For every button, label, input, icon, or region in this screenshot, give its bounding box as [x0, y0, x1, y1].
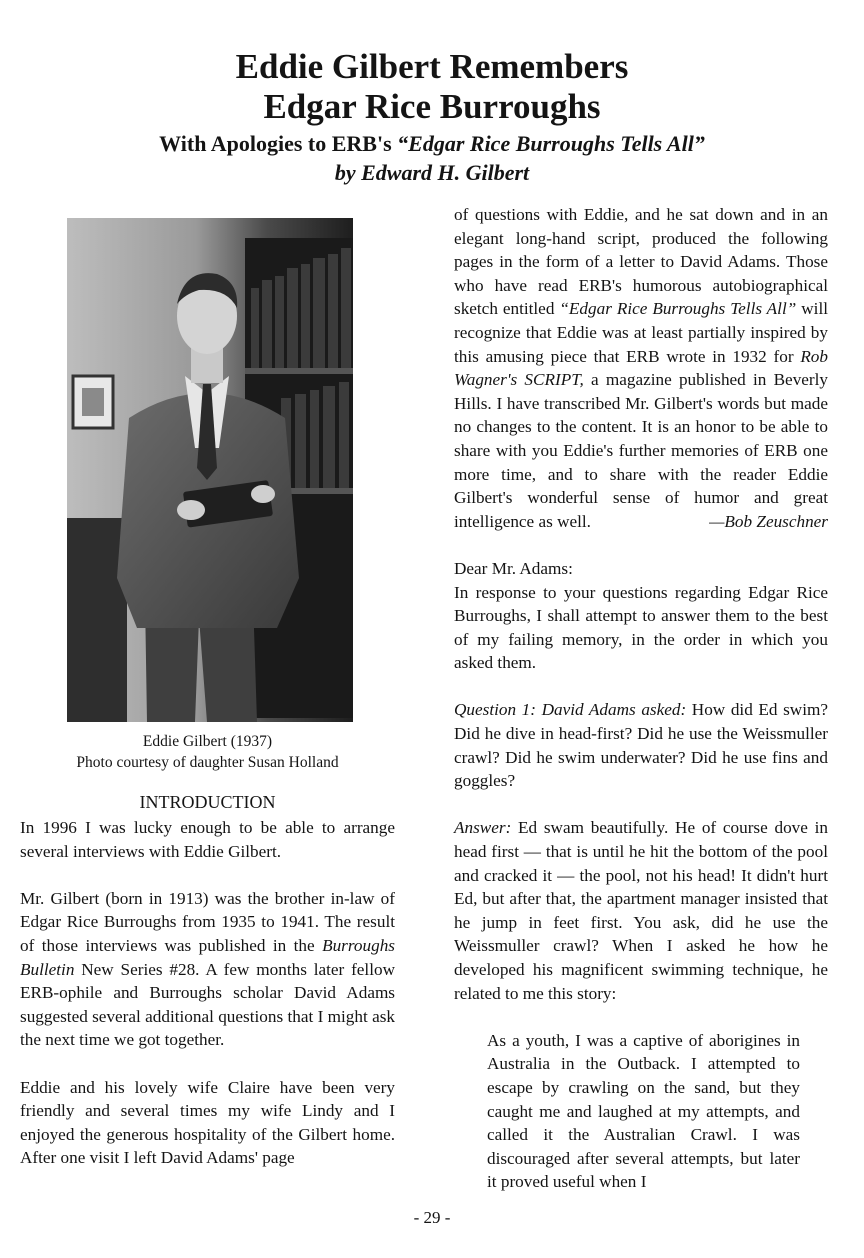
- intro-p2-publication: Burroughs Bulletin: [20, 935, 395, 979]
- photo-caption: [30, 731, 385, 773]
- caption-line-2: Photo courtesy of daughter Susan Holland: [76, 754, 339, 771]
- article-title-line-1: Eddie Gilbert Remembers: [235, 47, 629, 86]
- portrait-photo: [67, 218, 353, 722]
- subtitle-prefix: With Apologies to ERB's: [159, 131, 398, 156]
- intro-p2-text-b: New Series #28. A few months later fellow ERB-ophile and Burroughs scholar David Adams suggested several additional questions that I might ask the next time we got together.: [20, 959, 395, 1050]
- intro-p2-text-a: Mr. Gilbert (born in 1913) was the brother in-law of Edgar Rice Burroughs from 1935 to 1941. The result of those interviews was published in the: [20, 888, 395, 955]
- answer-1-label: Answer:: [454, 818, 512, 838]
- question-1-label: Question 1: David Adams asked:: [454, 700, 687, 720]
- question-1-text: How did Ed swim? Did he dive in head-first? Did he use the Weissmuller crawl? Did he swim underwater? Did he use fins and goggles?: [454, 700, 828, 791]
- answer-1-text: Ed swam beautifully. He of course dove in head first — that is until he hit the bottom of the pool and cracked it — the pool, not his head! It didn't hurt Ed, but after that, the apartment manager insisted that he jump in feet first. You ask, did he use the Weissmuller crawl? When I asked he how he developed his magnificent swimming technique, he related to me this story:: [454, 818, 828, 1003]
- right-p1-text-b: will recognize that Eddie was at least partially inspired by this amusing piece that ERB wrote in 1932 for: [454, 299, 828, 366]
- right-paragraph-1: [454, 203, 828, 533]
- question-1: [454, 698, 828, 792]
- right-p1-text-c: a magazine published in Beverly Hills. I have transcribed Mr. Gilbert's words but made no changes to the content. It is an honor to be able to share with you Eddie's further memories of ERB one more time, and to share with the reader Eddie Gilbert's wonderful sense of humor and great intelligence as well.: [454, 370, 829, 531]
- editor-signature: —Bob Zeuschner: [709, 511, 828, 531]
- right-p1-italic-magazine: Rob Wagner's SCRIPT,: [454, 346, 828, 390]
- section-heading-introduction: INTRODUCTION: [139, 792, 276, 812]
- left-column-text: [20, 816, 395, 1194]
- indented-quote: As a youth, I was a captive of aborigines in Australia in the Outback. I attempted to escape by crawling on the sand, but they caught me and laughed at my attempts, and called it the Australian Crawl. I was discouraged after several attempts, but later it proved useful when I: [487, 1030, 800, 1192]
- intro-paragraph-3: Eddie and his lovely wife Claire have been very friendly and several times my wife Lindy and I enjoyed the generous hospitality of the Gilbert home. After one visit I left David Adams' page: [20, 1077, 395, 1168]
- right-p1-text-a: of questions with Eddie, and he sat down and in an elegant long-hand script, produced the following pages in the form of a letter to David Adams. Those who have read ERB's humorous autobiographical sketch entitled: [454, 205, 828, 319]
- answer-1: [454, 816, 828, 1005]
- letter-paragraph: In response to your questions regarding Edgar Rice Burroughs, I shall attempt to answer them to the best of my failing memory, in the order in which you asked them.: [454, 582, 828, 673]
- subtitle-italic-title: “Edgar Rice Burroughs Tells All”: [397, 131, 705, 156]
- letter-salutation: Dear Mr. Adams:: [454, 558, 573, 578]
- intro-paragraph-1: In 1996 I was lucky enough to be able to arrange several interviews with Eddie Gilbert.: [20, 818, 395, 861]
- right-p1-italic-title: “Edgar Rice Burroughs Tells All”: [559, 299, 797, 319]
- article-subtitle: [0, 131, 864, 157]
- byline: by Edward H. Gilbert: [334, 160, 530, 185]
- page-number: - 29 -: [413, 1208, 451, 1227]
- intro-paragraph-2: [20, 887, 395, 1052]
- article-title-line-2: Edgar Rice Burroughs: [263, 87, 601, 126]
- right-column-text: [454, 203, 828, 1194]
- caption-line-1: Eddie Gilbert (1937): [142, 733, 273, 750]
